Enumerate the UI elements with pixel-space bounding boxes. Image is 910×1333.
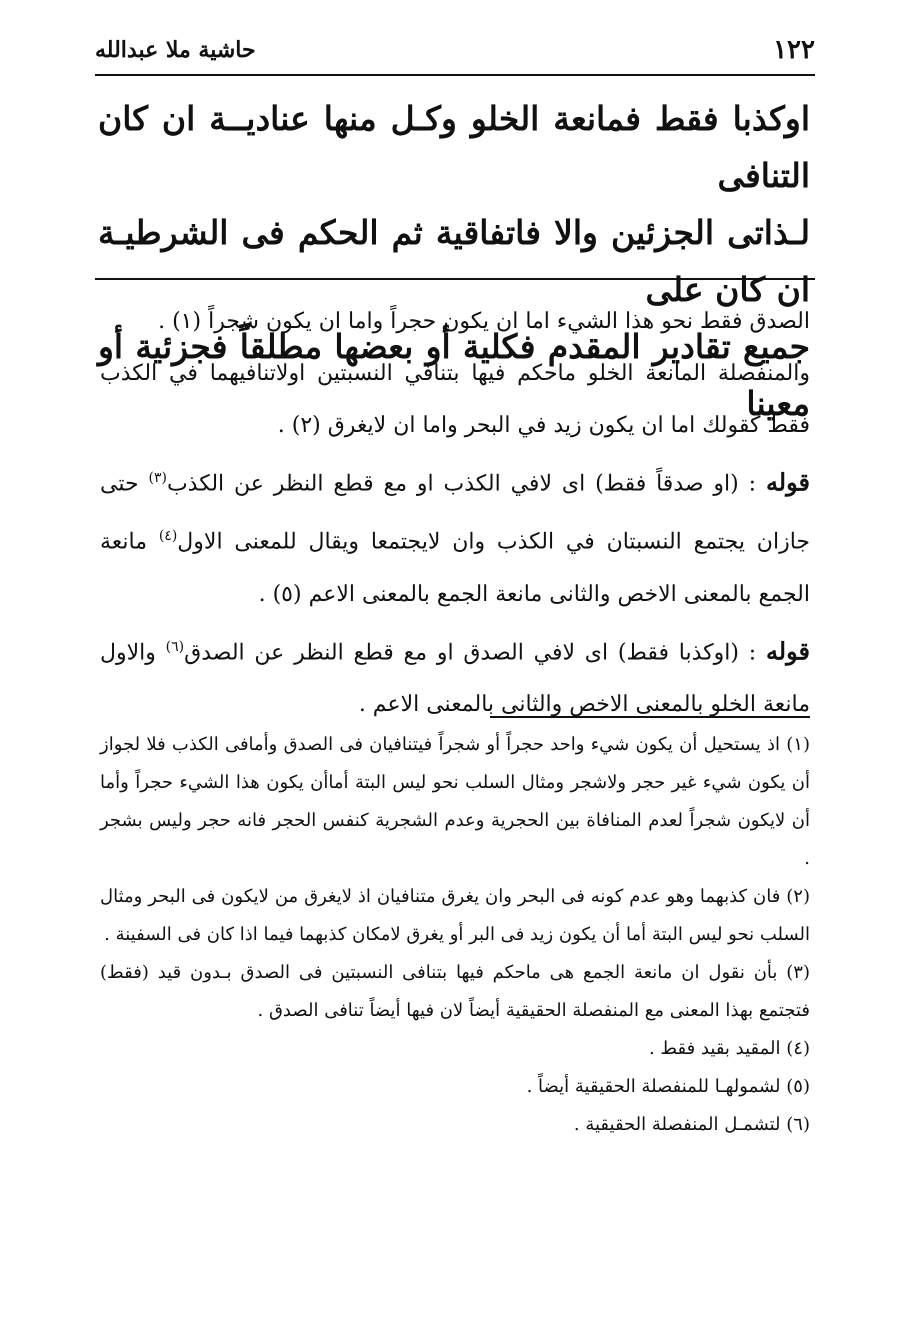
commentary-text: مانعة الجمع بالمعنى الاخص والثانى مانعة الجمع بالمعنى الاعم (٥) . <box>100 529 810 607</box>
commentary <box>100 296 810 731</box>
footnote: (٣) بأن نقول ان مانعة الجمع هى ماحكم فيها بتنافى النسبتين فى الصدق بـدون قيد (فقط) فتجتمع بهذا المعنى مع المنفصلة الحقيقية أيضاً لان فيها أيضاً تنافى الصدق . <box>100 962 810 1021</box>
commentary-text: حتى جازان يجتمع النسبتان في الكذب وان لايجتمعا ويقال للمعنى الاول <box>100 471 810 555</box>
main-text-line: جميع تقادير المقدم فكلية أو بعضها مطلقاً فجزئية أو معينا <box>98 327 810 423</box>
commentary-text: والاول مانعة الخلو بالمعنى الاخص والثانى بالمعنى الاعم . <box>100 639 810 717</box>
main-text-divider <box>95 278 815 280</box>
running-title: حاشية ملا عبدالله <box>95 37 256 63</box>
page-header <box>95 30 815 70</box>
main-text-line: اوكذبا فقط فمانعة الخلو وكـل منها عناديــة ان كان التنافى <box>98 99 810 195</box>
footnote: (١) اذ يستحيل أن يكون شيء واحد حجراً أو شجراً فيتنافيان فى الصدق وأمافى الكذب فلا لجواز أن يكون شيء غير حجر ولاشجر ومثال السلب نحو ليس البتة أماأن يكون هذا الشيء حجراً وأما أن لايكون شجراً لعدم المنافاة بين الحجرية وعدم الشجرية كنفس الحجر فانه حجر وليس بشجر . <box>100 734 810 869</box>
footnote-ref: (٤) <box>158 528 178 545</box>
commentary-paragraph <box>100 621 810 731</box>
footnote: (٢) فان كذبهما وهو عدم كونه فى البحر وان يغرق متنافيان اذ لايغرق من لايكون فى البحر ومثال السلب نحو ليس البتة أما أن يكون زيد فى البر أو يغرق لامكان كذبهما فيما اذا كان فى السفينة . <box>100 886 810 945</box>
footnote: (٥) لشمولهـا للمنفصلة الحقيقية أيضاً . <box>526 1076 810 1097</box>
page-number: ١٢٢ <box>773 35 815 65</box>
footnote-divider <box>490 716 810 718</box>
footnote: (٦) لتشمـل المنفصلة الحقيقية . <box>573 1114 810 1135</box>
commentary-text: : (او صدقاً فقط) اى لافي الكذب او مع قطع النظر عن الكذب <box>166 471 766 497</box>
commentary-text: : (اوكذبا فقط) اى لافي الصدق او مع قطع النظر عن الصدق <box>184 639 766 665</box>
commentary-paragraph: والمنفصلة المانعة الخلو ماحكم فيها بتنافي النسبتين اولاتنافيهما في الكذب فقط كقولك اما ان يكون زيد في البحر واما ان لايغرق (٢) . <box>100 361 810 438</box>
commentary-paragraph <box>100 452 810 621</box>
footnote-ref: (٣) <box>148 470 167 486</box>
footnotes <box>100 726 810 1144</box>
main-text-line: لـذاتى الجزئين والا فاتفاقية ثم الحكم فى الشرطيـة ان كان على <box>98 213 810 309</box>
qawluhu-label: قوله <box>765 635 810 665</box>
footnote-ref: (٦) <box>165 638 185 655</box>
header-divider <box>95 74 815 76</box>
footnote: (٤) المقيد بقيد فقط . <box>648 1038 810 1059</box>
qawluhu-label: قوله <box>765 467 810 497</box>
commentary-paragraph: الصدق فقط نحو هذا الشيء اما ان يكون حجراً واما ان يكون شجراً (١) . <box>158 309 810 334</box>
